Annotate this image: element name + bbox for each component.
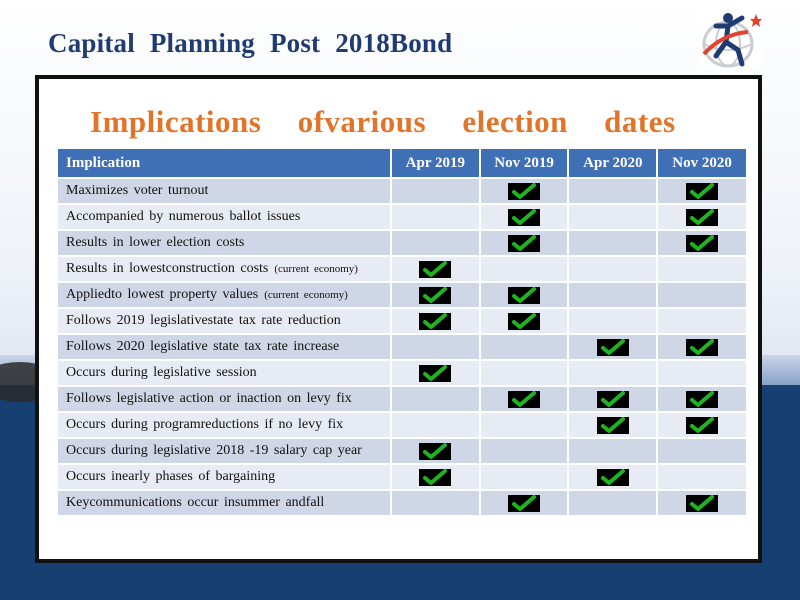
checkmark-icon (419, 313, 451, 330)
checkmark-icon (686, 391, 718, 408)
implication-label (58, 361, 390, 385)
date-cell (481, 465, 568, 489)
column-header: Nov 2019 (481, 149, 568, 177)
implication-text: Appliedto lowest property values (66, 287, 259, 302)
checkmark-icon (597, 469, 629, 486)
checkmark-icon (419, 469, 451, 486)
date-cell (658, 205, 746, 229)
implication-label (58, 205, 390, 229)
date-cell (569, 491, 656, 515)
date-cell (569, 231, 656, 255)
implication-label (58, 231, 390, 255)
implication-label (58, 413, 390, 437)
panel-title: Implications ofvarious election dates (90, 104, 676, 139)
checkmark-icon (508, 183, 540, 200)
date-cell (481, 205, 568, 229)
date-cell (392, 361, 479, 385)
date-cell (392, 439, 479, 463)
implication-text: Follows 2020 legislative state tax rate increase (66, 339, 340, 354)
checkmark-icon (419, 365, 451, 382)
implication-label (58, 465, 390, 489)
date-cell (481, 309, 568, 333)
implication-note: (current economy) (274, 263, 358, 275)
checkmark-icon (686, 183, 718, 200)
date-cell (658, 361, 746, 385)
date-cell (658, 491, 746, 515)
date-cell (392, 205, 479, 229)
date-cell (481, 179, 568, 203)
runner-globe-logo-icon (698, 4, 762, 70)
date-cell (481, 491, 568, 515)
date-cell (481, 231, 568, 255)
table-row (58, 439, 746, 463)
implication-text: Results in lowestconstruction costs (66, 261, 269, 276)
date-cell (392, 491, 479, 515)
implication-text: Keycommunications occur insummer andfall (66, 495, 325, 510)
checkmark-icon (508, 235, 540, 252)
date-cell (392, 387, 479, 411)
implication-label (58, 491, 390, 515)
table-row (58, 335, 746, 359)
date-cell (569, 309, 656, 333)
table-row (58, 179, 746, 203)
implication-label (58, 283, 390, 307)
checkmark-icon (686, 495, 718, 512)
column-header: Apr 2019 (392, 149, 479, 177)
date-cell (481, 413, 568, 437)
date-cell (392, 231, 479, 255)
checkmark-icon (508, 287, 540, 304)
date-cell (569, 335, 656, 359)
table-row (58, 257, 746, 281)
checkmark-icon (686, 417, 718, 434)
date-cell (569, 361, 656, 385)
date-cell (658, 179, 746, 203)
implication-text: Occurs during legislative session (66, 365, 257, 380)
checkmark-icon (686, 235, 718, 252)
implication-text: Maximizes voter turnout (66, 183, 209, 198)
checkmark-icon (419, 261, 451, 278)
table-row (58, 231, 746, 255)
implication-label (58, 179, 390, 203)
date-cell (392, 283, 479, 307)
implication-text: Follows 2019 legislativestate tax rate reduction (66, 313, 341, 328)
table-row (58, 491, 746, 515)
date-cell (481, 439, 568, 463)
date-cell (569, 387, 656, 411)
date-cell (481, 335, 568, 359)
date-cell (392, 257, 479, 281)
table-row (58, 309, 746, 333)
table-header-row (58, 149, 746, 177)
date-cell (658, 257, 746, 281)
date-cell (658, 465, 746, 489)
date-cell (658, 283, 746, 307)
date-cell (481, 283, 568, 307)
table-row (58, 361, 746, 385)
checkmark-icon (686, 209, 718, 226)
date-cell (392, 465, 479, 489)
column-header: Nov 2020 (658, 149, 746, 177)
table-row (58, 465, 746, 489)
date-cell (658, 335, 746, 359)
checkmark-icon (508, 313, 540, 330)
implication-label (58, 257, 390, 281)
date-cell (481, 387, 568, 411)
checkmark-icon (686, 339, 718, 356)
checkmark-icon (419, 287, 451, 304)
implication-label (58, 335, 390, 359)
implication-text: Accompanied by numerous ballot issues (66, 209, 301, 224)
checkmark-icon (597, 417, 629, 434)
date-cell (392, 413, 479, 437)
slide-title: Capital Planning Post 2018Bond (48, 28, 453, 58)
implication-text: Occurs during legislative 2018 -19 salary cap year (66, 443, 362, 458)
date-cell (481, 257, 568, 281)
implication-note: (current economy) (264, 289, 348, 301)
date-cell (569, 205, 656, 229)
implication-text: Occurs inearly phases of bargaining (66, 469, 276, 484)
date-cell (658, 309, 746, 333)
date-cell (658, 413, 746, 437)
date-cell (658, 231, 746, 255)
implication-text: Occurs during programreductions if no levy fix (66, 417, 344, 432)
date-cell (658, 387, 746, 411)
table-row (58, 413, 746, 437)
checkmark-icon (508, 495, 540, 512)
checkmark-icon (597, 339, 629, 356)
date-cell (392, 309, 479, 333)
date-cell (569, 413, 656, 437)
implication-text: Follows legislative action or inaction on levy fix (66, 391, 352, 406)
date-cell (569, 439, 656, 463)
implication-label (58, 387, 390, 411)
date-cell (481, 361, 568, 385)
implication-text: Results in lower election costs (66, 235, 245, 250)
column-header: Implication (58, 149, 390, 177)
date-cell (569, 465, 656, 489)
date-cell (569, 283, 656, 307)
checkmark-icon (419, 443, 451, 460)
column-header: Apr 2020 (569, 149, 656, 177)
date-cell (569, 179, 656, 203)
table-row (58, 283, 746, 307)
table-row (58, 387, 746, 411)
date-cell (392, 179, 479, 203)
date-cell (658, 439, 746, 463)
implication-label (58, 439, 390, 463)
checkmark-icon (508, 209, 540, 226)
implication-label (58, 309, 390, 333)
date-cell (569, 257, 656, 281)
table-row (58, 205, 746, 229)
date-cell (392, 335, 479, 359)
implications-table (56, 147, 748, 517)
checkmark-icon (508, 391, 540, 408)
checkmark-icon (597, 391, 629, 408)
